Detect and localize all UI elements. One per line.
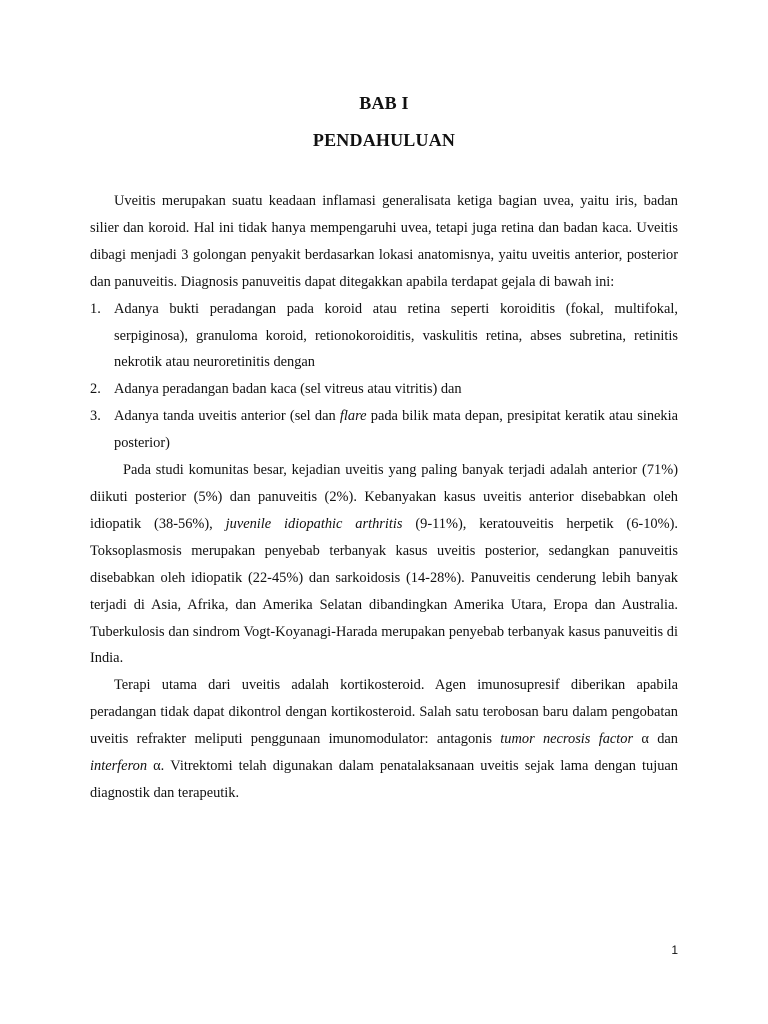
paragraph-intro-text: Uveitis merupakan suatu keadaan inflamasi generalisata ketiga bagian uvea, yaitu iris, badan silier dan koroid. Hal ini tidak hanya mempengaruhi uvea, tetapi juga retina dan badan kaca. Uveitis dibagi menjadi 3 golongan penyakit berdasarkan lokasi anatomisnya, yaitu uveitis anterior, posterior dan panuveitis. Diagnosis panuveitis dapat ditegakkan apabila terdapat gejala di bawah ini: <box>90 193 678 290</box>
list-item-number: 3. <box>90 408 101 425</box>
list-item-number: 1. <box>90 300 101 317</box>
paragraph-text: α. Vitrektomi telah digunakan dalam penatalaksanaan uveitis sejak lama dengan tujuan diagnostik dan terapeutik. <box>90 758 678 801</box>
list-item-number: 2. <box>90 381 101 398</box>
list-item <box>90 376 678 403</box>
list-item-text: Adanya peradangan badan kaca (sel vitreus atau vitritis) dan <box>114 381 462 398</box>
list-item <box>90 403 678 457</box>
list-item <box>90 296 678 377</box>
paragraph-epidemiology <box>90 457 678 672</box>
paragraph-intro <box>90 188 678 296</box>
paragraph-therapy <box>90 672 678 807</box>
document-body <box>90 188 678 807</box>
paragraph-text: Pada studi komunitas besar, kejadian uveitis yang paling banyak terjadi adalah anterior (71%) diikuti posterior (5%) dan panuveitis (2%). Kebanyakan kasus uveitis anterior disebabkan oleh idiopatik (38-56%), <box>90 462 678 532</box>
chapter-title: PENDAHULUAN <box>312 130 456 150</box>
page-number: 1 <box>671 943 678 957</box>
list-item-text: Adanya bukti peradangan pada koroid atau retina seperti koroiditis (fokal, multifokal, serpiginosa), granuloma koroid, retionokoroiditis, vaskulitis retina, abses subretina, retinitis nekrotik atau neuroretinitis dengan <box>114 300 678 371</box>
italic-term: juvenile idiopathic arthritis <box>225 515 403 532</box>
paragraph-text: (9-11%), keratouveitis herpetik (6-10%). Toksoplasmosis merupakan penyebab terbanyak kasus uveitis posterior, sedangkan panuveitis disebabkan oleh idiopatik (22-45%) dan sarkoidosis (14-28%). Panuveitis cenderung lebih banyak terjadi di Asia, Afrika, dan Amerika Selatan dibandingkan Amerika Utara, Eropa dan Australia. Tuberkulosis dan sindrom Vogt-Koyanagi-Harada merupakan penyebab terbanyak kasus panuveitis di India. <box>90 515 678 667</box>
italic-term: flare <box>339 408 367 425</box>
paragraph-text: α dan <box>633 731 678 748</box>
paragraph-text: Terapi utama dari uveitis adalah kortikosteroid. Agen imunosupresif diberikan apabila peradangan tidak dapat dikontrol dengan kortikosteroid. Salah satu terobosan baru dalam pengobatan uveitis refrakter meliputi penggunaan imunomodulator: antagonis <box>90 677 678 748</box>
list-item-text: pada bilik mata depan, presipitat keratik atau sinekia posterior) <box>114 408 678 452</box>
italic-term: interferon <box>90 758 148 775</box>
chapter-heading: BAB I <box>359 93 409 113</box>
list-item-text: Adanya tanda uveitis anterior (sel dan <box>114 408 340 425</box>
criteria-list <box>90 296 678 457</box>
italic-term: tumor necrosis factor <box>500 731 634 748</box>
